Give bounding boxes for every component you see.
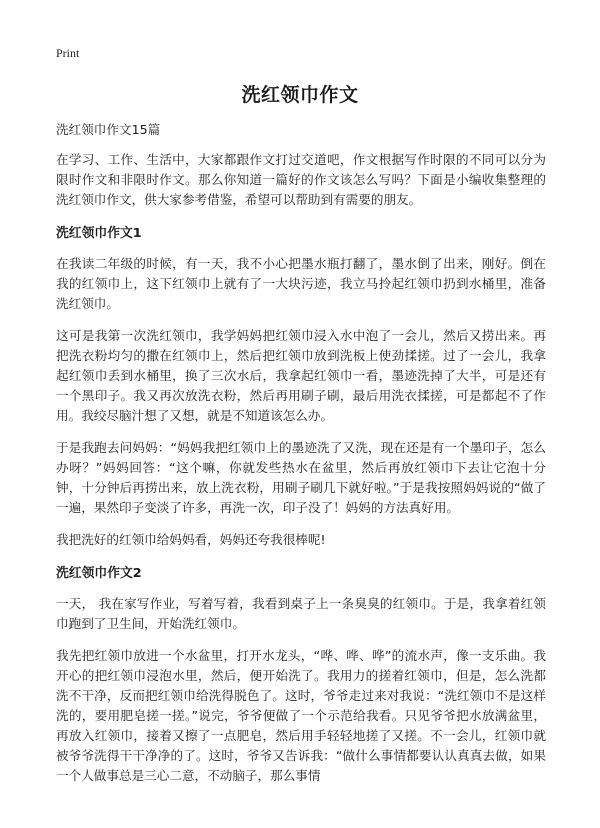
page-title: 洗红领巾作文 xyxy=(241,84,359,106)
paragraph: 这可是我第一次洗红领巾，我学妈妈把红领巾浸入水中泡了一会儿，然后又捞出来。再把洗衣粉均匀的撒在红领巾上，然后把红领巾放到洗板上使劲揉搓。过了一会儿，我拿起红领巾丢到水桶里，换了三次水后，我拿起红领巾一看，墨迹洗掉了大半，可是还有一个黑印子。我又再次放洗衣粉，然后再用刷子刷，最后用洗衣揉搓，可是都起不了作用。我绞尽脑汁想了又想，就是不知道该怎么办。 xyxy=(56,328,546,423)
paragraph: 于是我跑去问妈妈：“妈妈我把红领巾上的墨迹洗了又洗，现在还是有一个墨印子，怎么办呀？”妈妈回答：“这个嘛，你就发些热水在盆里，然后再放红领巾下去让它泡十分钟，十分钟后再捞出来，放上洗衣粉，用刷子刷几下就好啦。”于是我按照妈妈说的“做了一遍，果然印子变淡了许多，再洗一次，印子没了！妈妈的方法真好用。 xyxy=(56,440,546,515)
paragraph: 在我读二年级的时候，有一天，我不小心把墨水瓶打翻了，墨水倒了出来，刚好。倒在我的红领巾上，这下红领巾上就有了一大块污迹，我立马拎起红领巾扔到水桶里，准备洗红领巾。 xyxy=(56,256,546,311)
article-body xyxy=(56,120,546,798)
print-link[interactable]: Print xyxy=(56,46,80,60)
paragraph: 我把洗好的红领巾给妈妈看，妈妈还夸我很棒呢! xyxy=(56,532,326,547)
section-heading: 洗红领巾作文2 xyxy=(56,566,142,581)
paragraph: 我先把红领巾放进一个水盆里，打开水龙头，“哗、哗、哗”的流水声，像一支乐曲。我开心的把红领巾浸泡水里，然后，便开始洗了。我用力的搓着红领巾，但是，怎么洗都洗不干净，反而把红领巾给洗得脱色了。这时，爷爷走过来对我说：“洗红领巾不是这样洗的，要用肥皂搓一搓。”说完，爷爷便做了一个示范给我看。只见爷爷把水放满盆里，再放入红领巾，接着又擦了一点肥皂，然后用手轻轻地搓了又搓。不一会儿，红领巾就被爷爷洗得干干净净的了。这时，爷爷又告诉我：“做什么事情都要认认真真去做，如果一个人做事总是三心二意，不动脑子，那么事情 xyxy=(56,648,546,783)
section-heading: 洗红领巾作文1 xyxy=(56,226,142,241)
article-subtitle: 洗红领巾作文15篇 xyxy=(56,122,161,137)
paragraph: 一天， 我在家写作业，写着写着，我看到桌子上一条臭臭的红领巾。于是，我拿着红领巾跑到了卫生间，开始洗红领巾。 xyxy=(56,596,546,631)
intro-paragraph: 在学习、工作、生活中，大家都跟作文打过交道吧，作文根据写作时限的不同可以分为限时作文和非限时作文。那么你知道一篇好的作文该怎么写吗？下面是小编收集整理的洗红领巾作文，供大家参考借鉴，希望可以帮助到有需要的朋友。 xyxy=(56,152,546,207)
